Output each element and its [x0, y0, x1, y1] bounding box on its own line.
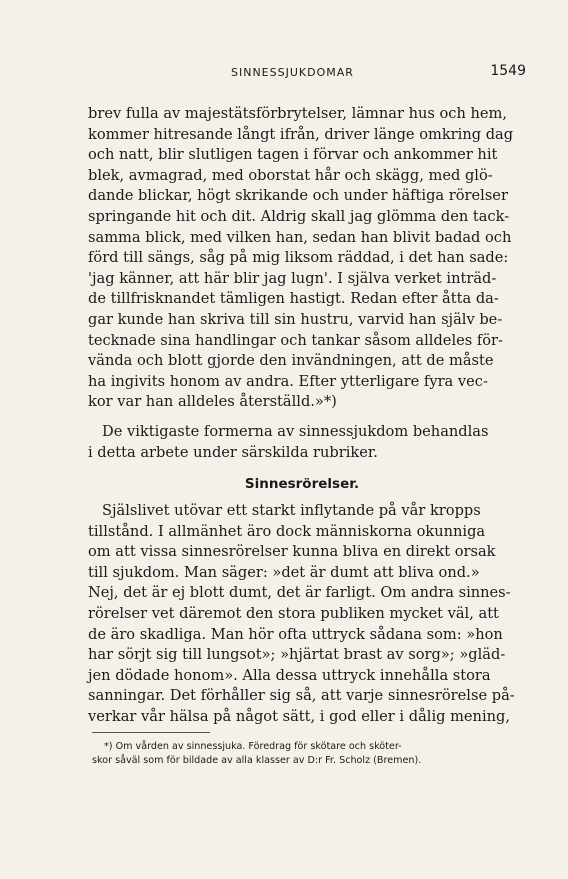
text-line: gar kunde han skriva till sin hustru, varvid han själv be- — [88, 310, 503, 328]
text-line: brev fulla av majestätsförbrytelser, lämnar hus och hem, — [88, 105, 508, 122]
text-line: tecknade sina handlingar och tankar såsom alldeles för- — [88, 331, 503, 349]
text-line: De viktigaste formerna av sinnessjukdom behandlas — [102, 423, 489, 440]
text-line: springande hit och dit. Aldrig skall jag glömma den tack- — [88, 207, 510, 225]
text-line: kor var han alldeles återställd.»*) — [88, 393, 337, 411]
text-line: blek, avmagrad, med oborstat hår och skägg, med glö- — [88, 166, 493, 184]
text-line: rörelser vet däremot den stora publiken mycket väl, att — [88, 604, 499, 622]
section-heading: Sinnesrörelser. — [244, 476, 360, 492]
text-line: Själslivet utövar ett starkt inflytande på vår kropps — [102, 502, 481, 519]
text-line: kommer hitresande långt ifrån, driver länge omkring dag — [88, 125, 514, 143]
page-number: 1549 — [490, 63, 526, 79]
footnote — [92, 740, 528, 767]
text-line: förd till sängs, såg på mig liksom räddad, i det han sade: — [88, 249, 509, 267]
text-line: om att vissa sinnesrörelser kunna bliva en direkt orsak — [88, 543, 496, 561]
text-line: i detta arbete under särskilda rubriker. — [88, 443, 378, 461]
text-line: och natt, blir slutligen tagen i förvar och ankommer hit — [88, 146, 498, 164]
footnote-divider — [92, 732, 210, 733]
text-line: till sjukdom. Man säger: »det är dumt att bliva ond.» — [88, 563, 480, 581]
text-line: 'jag känner, att här blir jag lugn'. I själva verket inträd- — [88, 269, 497, 287]
paragraph-continuation — [88, 104, 520, 413]
text-line: har sörjt sig till lungsot»; »hjärtat brast av sorg»; »gläd- — [88, 646, 506, 664]
running-title: SINNESSJUKDOMAR — [231, 66, 354, 79]
paragraph-forms — [88, 422, 520, 463]
text-line: vända och blott gjorde den invändningen, att de måste — [88, 352, 494, 370]
text-line: Nej, det är ej blott dumt, det är farligt. Om andra sinnes- — [88, 584, 511, 602]
paragraph-emotions — [88, 501, 520, 728]
text-line: tillstånd. I allmänhet äro dock människorna okunniga — [88, 522, 486, 540]
footnote-line: skor såväl som för bildade av alla klasser av D:r Fr. Scholz (Bremen). — [92, 754, 422, 766]
text-line: ha ingivits honom av andra. Efter ytterligare fyra vec- — [88, 372, 488, 390]
footnote-line: *) Om vården av sinnessjuka. Föredrag för skötare och sköter- — [104, 741, 402, 752]
running-head — [86, 63, 526, 86]
text-line: dande blickar, högt skrikande och under häftiga rörelser — [88, 187, 508, 205]
text-line: de äro skadliga. Man hör ofta uttryck sådana som: »hon — [88, 625, 503, 643]
text-line: samma blick, med vilken han, sedan han blivit badad och — [88, 228, 512, 246]
text-line: jen dödade honom». Alla dessa uttryck innehålla stora — [88, 666, 491, 684]
text-line: verkar vår hälsa på något sätt, i god eller i dålig mening, — [88, 707, 511, 725]
text-line: sanningar. Det förhåller sig så, att varje sinnesrörelse på- — [88, 687, 515, 705]
text-line: de tillfrisknandet tämligen hastigt. Redan efter åtta da- — [88, 290, 499, 308]
